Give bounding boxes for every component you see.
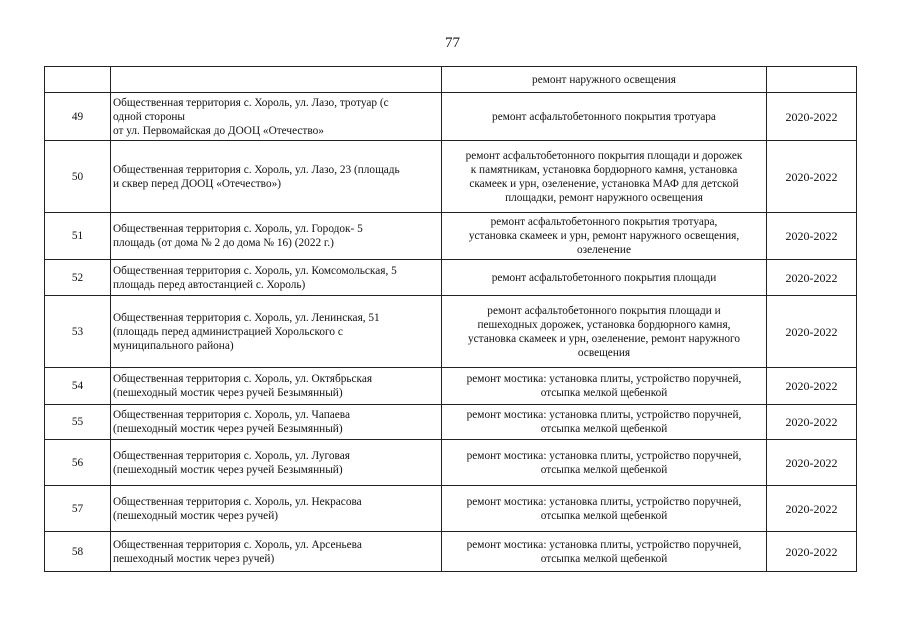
territory-line: и сквер перед ДООЦ «Отечество») [113,177,281,190]
works-line: ремонт асфальтобетонного покрытия тротуара [492,110,716,123]
works-line: установка скамеек и урн, озеленение, ремонт наружного [467,332,741,345]
territory-cell [111,486,442,532]
works-line: ремонт мостика: установка плиты, устройство поручней, [466,495,742,508]
territory-line: Общественная территория с. Хороль, ул. Лазо, тротуар (с [113,96,389,109]
table-row [45,486,857,532]
territory-cell [111,405,442,440]
period-cell: 2020-2022 [767,93,857,141]
territory-cell [111,440,442,486]
territories-table [44,66,857,572]
territory-line: Общественная территория с. Хороль, ул. Городок- 5 [113,223,363,235]
territory-cell [111,368,442,405]
page-number: 77 [445,35,460,51]
works-cell [442,260,767,296]
table-row [45,405,857,440]
territory-cell [111,213,442,260]
works-line: установка скамеек и урн, ремонт наружного освещения, [468,230,740,242]
territory-cell [111,141,442,213]
works-line: ремонт мостика: установка плиты, устройство поручней, [466,538,742,551]
territory-line: Общественная территория с. Хороль, ул. Луговая [113,449,350,462]
territory-line: (пешеходный мостик через ручей Безымянный) [113,423,343,435]
period-cell: 2020-2022 [767,440,857,486]
territory-line: (площадь перед администрацией Хорольского с [113,325,343,338]
territory-cell [111,260,442,296]
works-line: отсыпка мелкой щебенкой [540,463,668,476]
works-line: ремонт мостика: установка плиты, устройство поручней, [466,449,742,462]
period-cell: 2020-2022 [767,405,857,440]
table-row [45,440,857,486]
table-row [45,93,857,141]
row-number: 50 [45,141,111,213]
territory-line: Общественная территория с. Хороль, ул. Арсеньева [113,538,362,551]
territory-line: Общественная территория с. Хороль, ул. Лазо, 23 (площадь [113,163,400,176]
works-line: отсыпка мелкой щебенкой [540,423,668,435]
works-line: ремонт асфальтобетонного покрытия площади [491,271,717,284]
table-row [45,532,857,572]
territory-cell [111,67,442,93]
row-number: 52 [45,260,111,296]
row-number: 51 [45,213,111,260]
period-cell: 2020-2022 [767,213,857,260]
works-line: ремонт мостика: установка плиты, устройство поручней, [466,409,742,421]
territory-cell [111,532,442,572]
row-number [45,67,111,93]
territory-line: от ул. Первомайская до ДООЦ «Отечество» [113,124,324,137]
row-number: 49 [45,93,111,141]
territory-line: пешеходный мостик через ручей) [113,552,275,565]
works-cell [442,213,767,260]
works-line: ремонт асфальтобетонного покрытия площади и [487,304,721,317]
works-cell [442,486,767,532]
territory-line: (пешеходный мостик через ручей) [113,509,279,522]
works-line: ремонт асфальтобетонного покрытия тротуара, [490,216,718,228]
period-cell: 2020-2022 [767,141,857,213]
works-cell [442,67,767,93]
territory-line: Общественная территория с. Хороль, ул. Ленинская, 51 [113,311,380,324]
works-cell [442,405,767,440]
table-row [45,213,857,260]
works-line: ремонт асфальтобетонного покрытия площади и дорожек [465,149,743,162]
works-line: пешеходных дорожек, установка бордюрного камня, [477,318,731,331]
table-row [45,141,857,213]
territory-line: Общественная территория с. Хороль, ул. Октябрьская [113,373,373,385]
works-cell [442,93,767,141]
row-number: 55 [45,405,111,440]
territory-line: Общественная территория с. Хороль, ул. Комсомольская, 5 [113,264,397,277]
table-row [45,67,857,93]
works-cell [442,532,767,572]
works-line: скамеек и урн, озеленение, установка МАФ для детской [469,177,739,190]
works-line: отсыпка мелкой щебенкой [540,552,668,565]
row-number: 58 [45,532,111,572]
works-cell [442,141,767,213]
works-line: отсыпка мелкой щебенкой [540,387,668,399]
period-cell: 2020-2022 [767,296,857,368]
territory-line: одной стороны [113,110,186,123]
territory-cell [111,296,442,368]
period-cell: 2020-2022 [767,532,857,572]
period-cell: 2020-2022 [767,368,857,405]
table-row [45,296,857,368]
works-line: освещения [577,346,631,359]
works-line: к памятникам, установка бордюрного камня, установка [470,163,738,176]
territory-cell [111,93,442,141]
period-cell [767,67,857,93]
period-cell: 2020-2022 [767,486,857,532]
territory-line: муниципального района) [113,339,234,352]
works-line: ремонт наружного освещения [532,73,676,86]
works-cell [442,296,767,368]
period-cell: 2020-2022 [767,260,857,296]
table-row [45,260,857,296]
works-line: ремонт мостика: установка плиты, устройство поручней, [466,373,742,385]
territory-line: (пешеходный мостик через ручей Безымянный) [113,387,343,399]
works-cell [442,440,767,486]
territory-line: Общественная территория с. Хороль, ул. Чапаева [113,409,350,421]
territory-line: Общественная территория с. Хороль, ул. Некрасова [113,495,362,508]
row-number: 53 [45,296,111,368]
row-number: 54 [45,368,111,405]
territory-line: (пешеходный мостик через ручей Безымянный) [113,463,343,476]
territory-line: площадь перед автостанцией с. Хороль) [113,278,306,291]
works-line: озеленение [577,244,631,256]
territory-line: площадь (от дома № 2 до дома № 16) (2022 г.) [113,237,334,249]
works-line: площадки, ремонт наружного освещения [505,191,703,204]
works-cell [442,368,767,405]
row-number: 57 [45,486,111,532]
table-row [45,368,857,405]
works-line: отсыпка мелкой щебенкой [540,509,668,522]
table-body [45,67,857,572]
row-number: 56 [45,440,111,486]
